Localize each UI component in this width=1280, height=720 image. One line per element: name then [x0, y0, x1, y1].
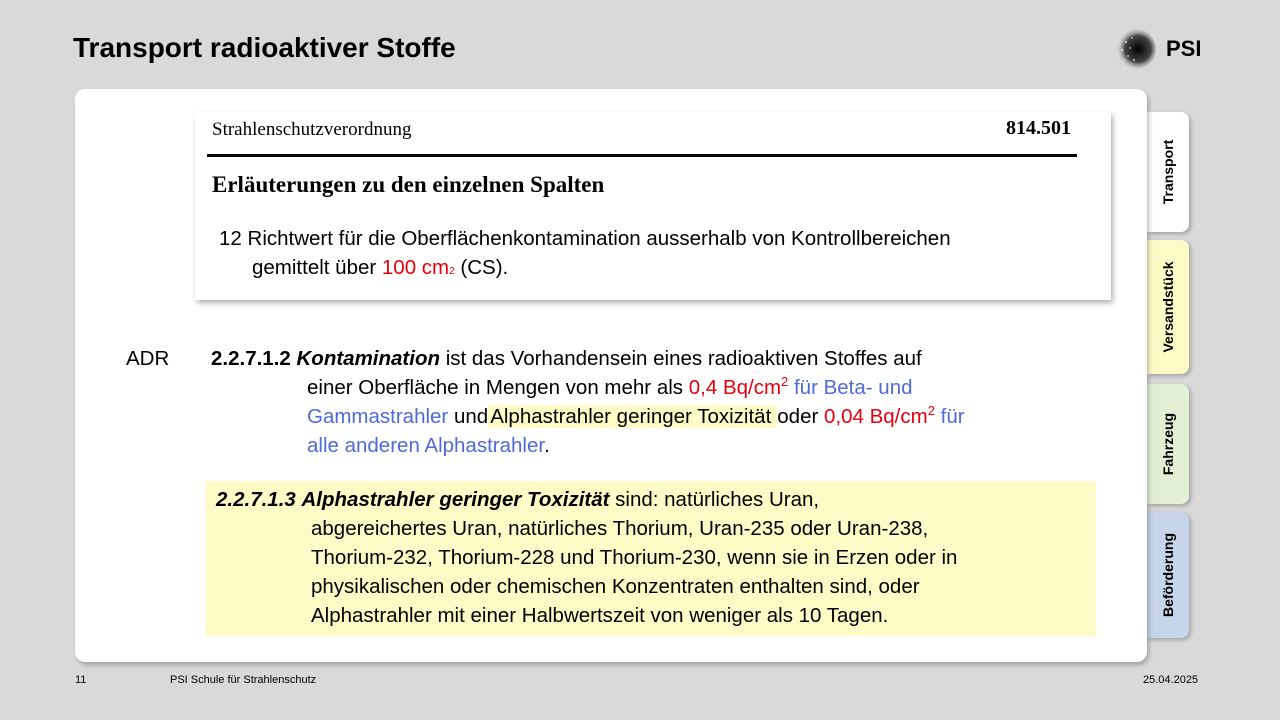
tab-transport-label: Transport	[1160, 139, 1176, 205]
adr-text-5: .	[544, 434, 550, 457]
adr-label: ADR	[126, 347, 170, 370]
def-line-2: abgereichertes Uran, natürliches Thorium, Uran-235 oder Uran-238,	[311, 517, 929, 540]
tab-fahrzeug[interactable]	[1147, 384, 1189, 504]
psi-logo-text: PSI	[1166, 36, 1202, 61]
adr-text-1: ist das Vorhandensein eines radioaktiven Stoffes auf	[445, 347, 922, 370]
ordinance-excerpt	[195, 112, 1111, 300]
footer-date: 25.04.2025	[1143, 674, 1199, 686]
adr-text-3: und	[453, 405, 489, 428]
adr-blue-2b: alle anderen Alphastrahler	[307, 434, 545, 457]
adr-blue-2a: für	[940, 405, 965, 428]
item-text-post: (CS).	[460, 256, 509, 279]
adr-blue-1a: für Beta- und	[793, 376, 913, 399]
tab-transport[interactable]	[1147, 112, 1189, 232]
adr-blue-1b: Gammastrahler	[307, 405, 449, 428]
tab-versandstueck[interactable]	[1147, 240, 1189, 374]
item-text-pre: gemittelt über	[252, 256, 377, 279]
alpha-emitter-definition	[206, 481, 1096, 636]
def-line-5: Alphastrahler mit einer Halbwertszeit von weniger als 10 Tagen.	[311, 604, 889, 627]
adr-section-number: 2.2.7.1.2	[211, 347, 291, 370]
def-section-term: Alphastrahler geringer Toxizität	[301, 488, 610, 511]
tab-versandstueck-label: Versandstück	[1160, 261, 1176, 353]
def-section-number: 2.2.7.1.3	[216, 488, 296, 511]
adr-text-4: oder	[777, 405, 819, 428]
ordinance-number: 814.501	[1006, 117, 1071, 139]
item-text-line1: Richtwert für die Oberflächenkontamination ausserhalb von Kontrollbereichen	[247, 227, 951, 250]
ordinance-title: Strahlenschutzverordnung	[212, 119, 412, 140]
tab-fahrzeug-label: Fahrzeug	[1160, 412, 1176, 476]
footer-organization: PSI Schule für Strahlenschutz	[170, 674, 317, 686]
page-number: 11	[75, 674, 87, 686]
adr-text-2: einer Oberfläche in Mengen von mehr als	[307, 376, 684, 399]
item-value: 100 cm2	[381, 256, 455, 279]
def-line-4: physikalischen oder chemischen Konzentraten enthalten sind, oder	[311, 575, 920, 598]
ordinance-heading: Erläuterungen zu den einzelnen Spalten	[212, 172, 605, 197]
adr-value-1: 0,4 $Bq/cm^2$	[688, 374, 789, 399]
def-line-1: sind: natürliches Uran,	[615, 488, 820, 511]
adr-contamination-definition	[211, 344, 1111, 460]
adr-section-term: Kontamination	[296, 347, 440, 370]
tab-befoerderung-label: Beförderung	[1160, 533, 1176, 617]
def-line-3: Thorium-232, Thorium-228 und Thorium-230, wenn sie in Erzen oder in	[311, 546, 958, 569]
ordinance-divider	[207, 154, 1077, 157]
adr-value-2: 0,04 $Bq/cm^2$	[824, 403, 935, 428]
ordinance-item-12	[219, 224, 951, 286]
item-number: 12	[219, 227, 242, 250]
adr-highlight: Alphastrahler geringer Toxizität	[488, 405, 777, 428]
slide-title: Transport radioaktiver Stoffe	[73, 32, 456, 63]
tab-befoerderung[interactable]	[1147, 512, 1189, 638]
